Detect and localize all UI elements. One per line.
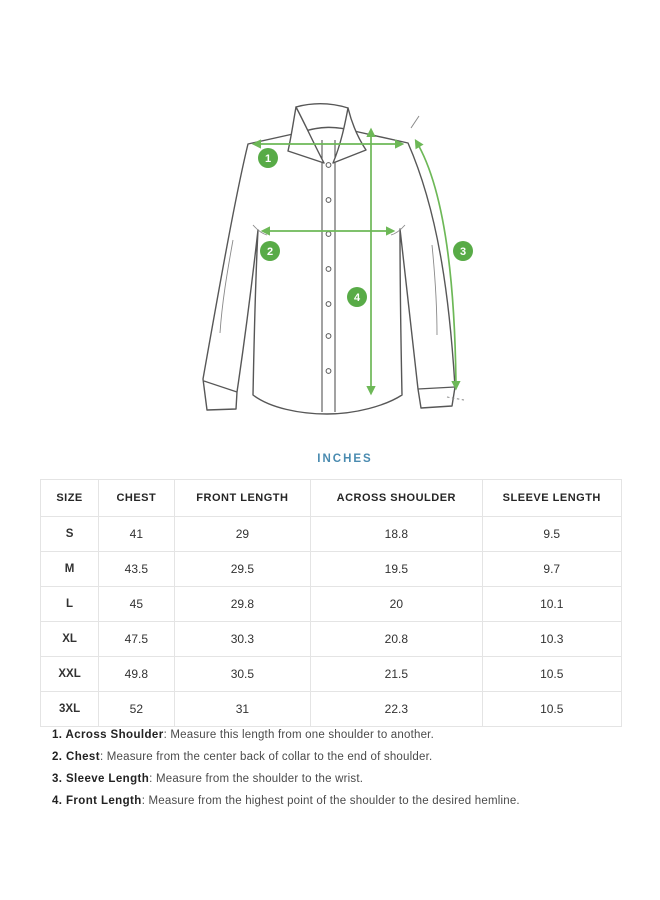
footnote-term: 4. Front Length: [52, 795, 142, 807]
table-row: [41, 692, 622, 727]
table-row: [41, 552, 622, 587]
units-label: INCHES: [317, 453, 373, 465]
value-cell: 29.5: [174, 552, 311, 587]
value-cell: 30.3: [174, 622, 311, 657]
header-size: SIZE: [41, 480, 99, 517]
size-cell: L: [41, 587, 99, 622]
header-across-shoulder: ACROSS SHOULDER: [311, 480, 482, 517]
footnote-term: 2. Chest: [52, 751, 100, 763]
size-cell: XL: [41, 622, 99, 657]
table-row: [41, 622, 622, 657]
svg-text:3: 3: [459, 246, 467, 258]
marker-badge-1: [258, 148, 278, 168]
value-cell: 10.3: [482, 622, 621, 657]
value-cell: 29.8: [174, 587, 311, 622]
footnote-term: 3. Sleeve Length: [52, 773, 150, 785]
table-row: [41, 517, 622, 552]
header-sleeve-length: SLEEVE LENGTH: [482, 480, 621, 517]
marker-badge-2: [260, 241, 280, 261]
size-cell: S: [41, 517, 99, 552]
value-cell: 31: [174, 692, 311, 727]
size-cell: M: [41, 552, 99, 587]
value-cell: 20: [311, 587, 482, 622]
table-row: [41, 587, 622, 622]
marker-badge-3: [453, 241, 473, 261]
value-cell: 29: [174, 517, 311, 552]
value-cell: 43.5: [99, 552, 175, 587]
value-cell: 47.5: [99, 622, 175, 657]
value-cell: 10.1: [482, 587, 621, 622]
size-table: [40, 479, 622, 727]
footnote: 3. Sleeve Length: Measure from the shoulder to the wrist.: [52, 773, 364, 785]
value-cell: 18.8: [311, 517, 482, 552]
shirt-diagram-svg: [150, 78, 530, 450]
size-cell: XXL: [41, 657, 99, 692]
footnotes: [52, 724, 612, 812]
size-cell: 3XL: [41, 692, 99, 727]
footnote: 4. Front Length: Measure from the highest point of the shoulder to the desired hemline.: [52, 795, 520, 807]
value-cell: 10.5: [482, 692, 621, 727]
marker-badge-4: [347, 287, 367, 307]
svg-text:2: 2: [266, 246, 274, 258]
svg-text:4: 4: [353, 292, 361, 304]
footnote: 2. Chest: Measure from the center back of collar to the end of shoulder.: [52, 751, 433, 763]
collar-back-line: [296, 104, 348, 108]
shirt-diagram: [150, 78, 530, 450]
value-cell: 49.8: [99, 657, 175, 692]
shoulder-tick-mark: [411, 116, 419, 128]
value-cell: 22.3: [311, 692, 482, 727]
value-cell: 41: [99, 517, 175, 552]
header-chest: CHEST: [99, 480, 175, 517]
header-front-length: FRONT LENGTH: [174, 480, 311, 517]
value-cell: 9.5: [482, 517, 621, 552]
footnote: 1. Across Shoulder: Measure this length from one shoulder to another.: [52, 729, 434, 741]
value-cell: 45: [99, 587, 175, 622]
value-cell: 30.5: [174, 657, 311, 692]
value-cell: 21.5: [311, 657, 482, 692]
value-cell: 10.5: [482, 657, 621, 692]
value-cell: 19.5: [311, 552, 482, 587]
value-cell: 9.7: [482, 552, 621, 587]
value-cell: 20.8: [311, 622, 482, 657]
footnote-term: 1. Across Shoulder: [52, 729, 164, 741]
table-row: [41, 657, 622, 692]
svg-text:1: 1: [264, 153, 272, 165]
size-table-header-row: [41, 480, 622, 517]
value-cell: 52: [99, 692, 175, 727]
size-table-body: [41, 517, 622, 727]
